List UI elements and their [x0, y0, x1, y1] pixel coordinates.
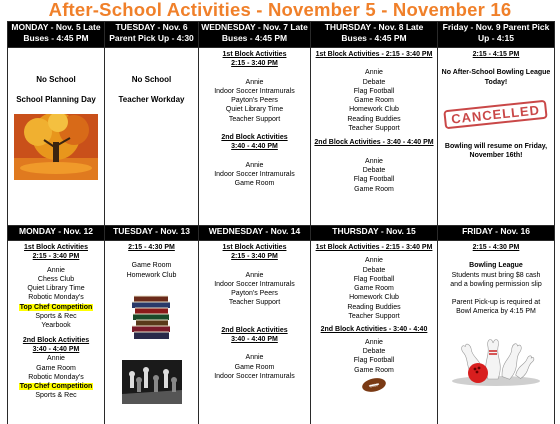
activity-item: Debate — [362, 347, 386, 355]
activity-item: Game Room — [234, 180, 275, 188]
block2-time: 3:40 - 4:40 PM — [32, 345, 80, 353]
cell-mon-nov12 — [8, 241, 105, 424]
week1-header-row — [8, 22, 555, 48]
no-school-label: No School — [36, 75, 76, 84]
activity-item: Homework Club — [349, 106, 399, 114]
activity-item: Flag Football — [353, 87, 395, 95]
activity-item: Flag Football — [353, 357, 395, 365]
block1-heading: 1st Block Activities - 2:15 - 3:40 PM — [315, 244, 433, 251]
pickup-label: Parent Pick Up - 4:15 — [478, 22, 550, 43]
activity-item: Game Room — [354, 285, 394, 293]
day-label: THURSDAY - Nov. 8 — [324, 22, 404, 32]
pickup-line: Bowl America by 4:15 PM — [456, 308, 536, 316]
autumn-tree-image — [14, 114, 98, 180]
header-fri-nov9 — [438, 22, 555, 48]
activity-item: Chess Club — [37, 275, 75, 283]
week2-body-row — [8, 241, 555, 424]
activity-item: Game Room — [354, 97, 394, 105]
activity-item: Annie — [245, 354, 264, 362]
activity-item: Annie — [245, 271, 264, 279]
header-wed-nov14: WEDNESDAY - Nov. 14 — [199, 226, 311, 241]
time-label: 2:15 - 4:30 PM — [128, 244, 175, 251]
activity-item: Homework Club — [349, 294, 399, 302]
activity-item: Game Room — [354, 366, 394, 374]
block2-heading: 2nd Block Activities — [221, 326, 288, 334]
header-mon-nov12: MONDAY - Nov. 12 — [8, 226, 105, 241]
no-school-label: No School — [131, 75, 172, 84]
activity-item: Yearbook — [41, 322, 71, 330]
day-label: TUESDAY - Nov. 6 — [115, 22, 188, 32]
activity-item: Annie — [365, 257, 383, 265]
header-thu-nov15: THURSDAY - Nov. 15 — [311, 226, 438, 241]
activity-item: Teacher Support — [348, 313, 400, 321]
activity-item: Payton's Peers — [231, 97, 278, 105]
activity-item: Game Room — [36, 364, 76, 372]
time-label: 2:15 - 4:30 PM — [472, 244, 520, 251]
block2-heading: 2nd Block Activities - 3:40 - 4:40 — [320, 326, 428, 334]
notice-line: and a bowling permission slip — [450, 280, 542, 288]
activity-item: Debate — [362, 266, 386, 274]
header-thu-nov8 — [311, 22, 438, 48]
header-tue-nov13: TUESDAY - Nov. 13 — [105, 226, 199, 241]
week1-body-row — [8, 48, 555, 226]
activity-item: Indoor Soccer Intramurals — [214, 372, 295, 380]
activity-item: Flag Football — [353, 176, 395, 184]
activity-item: Annie — [365, 338, 383, 346]
activity-item: Debate — [362, 166, 386, 174]
week2-header-row — [8, 226, 555, 241]
block1-heading: 1st Block Activities — [222, 244, 287, 251]
cell-fri-nov16 — [438, 241, 555, 424]
header-mon-nov5 — [8, 22, 105, 48]
activity-item: Teacher Support — [348, 125, 400, 133]
pickup-label: Late Buses - 4:45 PM — [341, 22, 424, 43]
notice-line: Today! — [484, 78, 508, 86]
header-wed-nov7 — [199, 22, 311, 48]
activity-item: Annie — [365, 157, 383, 165]
activity-item: Annie — [245, 78, 264, 86]
highlighted-activity: Top Chef Competition — [19, 303, 93, 311]
activity-item: Robotic Monday's — [28, 294, 84, 302]
activity-item: Indoor Soccer Intramurals — [214, 87, 295, 95]
activity-item: Homework Club — [126, 271, 177, 279]
time-label: 2:15 - 4:15 PM — [472, 51, 520, 58]
activity-item: Game Room — [354, 185, 394, 193]
book-stack-image — [130, 294, 174, 344]
activity-item: Reading Buddies — [347, 303, 401, 311]
activity-item: Quiet Library Time — [27, 285, 85, 293]
cell-tue-nov6 — [105, 48, 199, 226]
pickup-label: Late Buses - 4:45 PM — [221, 22, 308, 43]
cancelled-stamp: CANCELLED — [444, 100, 549, 130]
cell-mon-nov5 — [8, 48, 105, 226]
page-title: After-School Activities - November 5 - November 16 — [48, 0, 512, 20]
cell-thu-nov15 — [311, 241, 438, 424]
block2-heading: 2nd Block Activities — [221, 134, 288, 142]
day-label: MONDAY - Nov. 5 — [11, 22, 81, 32]
block1-time: 2:15 - 3:40 PM — [32, 253, 80, 261]
cell-wed-nov14 — [199, 241, 311, 424]
block2-heading: 2nd Block Activities - 3:40 - 4:40 PM — [314, 139, 434, 147]
notice-line: No After-School Bowling League — [441, 69, 551, 77]
activity-item: Game Room — [131, 262, 172, 270]
chess-pieces-image — [122, 360, 182, 404]
activity-item: Annie — [47, 266, 65, 274]
day-label: WEDNESDAY - Nov. 7 — [201, 22, 288, 32]
block1-time: 2:15 - 3:40 PM — [231, 253, 278, 261]
activity-item: Teacher Support — [228, 299, 281, 307]
cell-tue-nov13 — [105, 241, 199, 424]
bowling-league-title: Bowling League — [469, 262, 523, 270]
calendar-grid — [7, 21, 555, 424]
resume-line: November 16th! — [469, 152, 523, 160]
cell-thu-nov8 — [311, 48, 438, 226]
activity-item: Payton's Peers — [231, 290, 278, 298]
notice-line: Students must bring $8 cash — [451, 271, 541, 279]
block1-time: 2:15 - 3:40 PM — [231, 60, 278, 68]
activity-item: Sports & Rec — [35, 313, 77, 321]
header-fri-nov16: FRIDAY - Nov. 16 — [438, 226, 555, 241]
block2-time: 3:40 - 4:40 PM — [231, 143, 278, 151]
day-label: Friday - Nov. 9 — [442, 22, 501, 32]
activity-item: Flag Football — [353, 275, 395, 283]
block1-heading: 1st Block Activities - 2:15 - 3:40 PM — [315, 51, 433, 58]
activity-item: Game Room — [234, 363, 275, 371]
cell-fri-nov9 — [438, 48, 555, 226]
football-icon — [361, 377, 387, 393]
resume-line: Bowling will resume on Friday, — [444, 143, 548, 151]
highlighted-activity: Top Chef Competition — [19, 383, 93, 391]
activity-item: Debate — [362, 78, 386, 86]
planning-day-label: School Planning Day — [16, 95, 96, 104]
activity-item: Reading Buddies — [347, 115, 401, 123]
activity-item: Robotic Monday's — [28, 373, 84, 381]
block1-heading: 1st Block Activities — [24, 244, 88, 251]
activity-item: Sports & Rec — [35, 392, 77, 400]
cell-wed-nov7 — [199, 48, 311, 226]
activity-item: Annie — [365, 69, 383, 77]
teacher-workday-label: Teacher Workday — [118, 95, 185, 104]
activity-item: Annie — [245, 161, 264, 169]
activity-item: Quiet Library Time — [225, 106, 284, 114]
activity-item: Annie — [47, 355, 65, 363]
header-tue-nov6 — [105, 22, 199, 48]
block2-heading: 2nd Block Activities — [22, 336, 90, 344]
block2-time: 3:40 - 4:40 PM — [231, 336, 278, 344]
pickup-line: Parent Pick-up is required at — [451, 299, 541, 307]
block1-heading: 1st Block Activities — [222, 51, 287, 58]
pickup-label: Late Buses - 4:45 PM — [23, 22, 101, 43]
activity-item: Indoor Soccer Intramurals — [214, 280, 295, 288]
pickup-label: Parent Pick Up - 4:30 — [109, 32, 194, 43]
activity-item: Indoor Soccer Intramurals — [214, 170, 295, 178]
activity-item: Teacher Support — [228, 115, 281, 123]
bowling-pins-image — [448, 321, 544, 387]
